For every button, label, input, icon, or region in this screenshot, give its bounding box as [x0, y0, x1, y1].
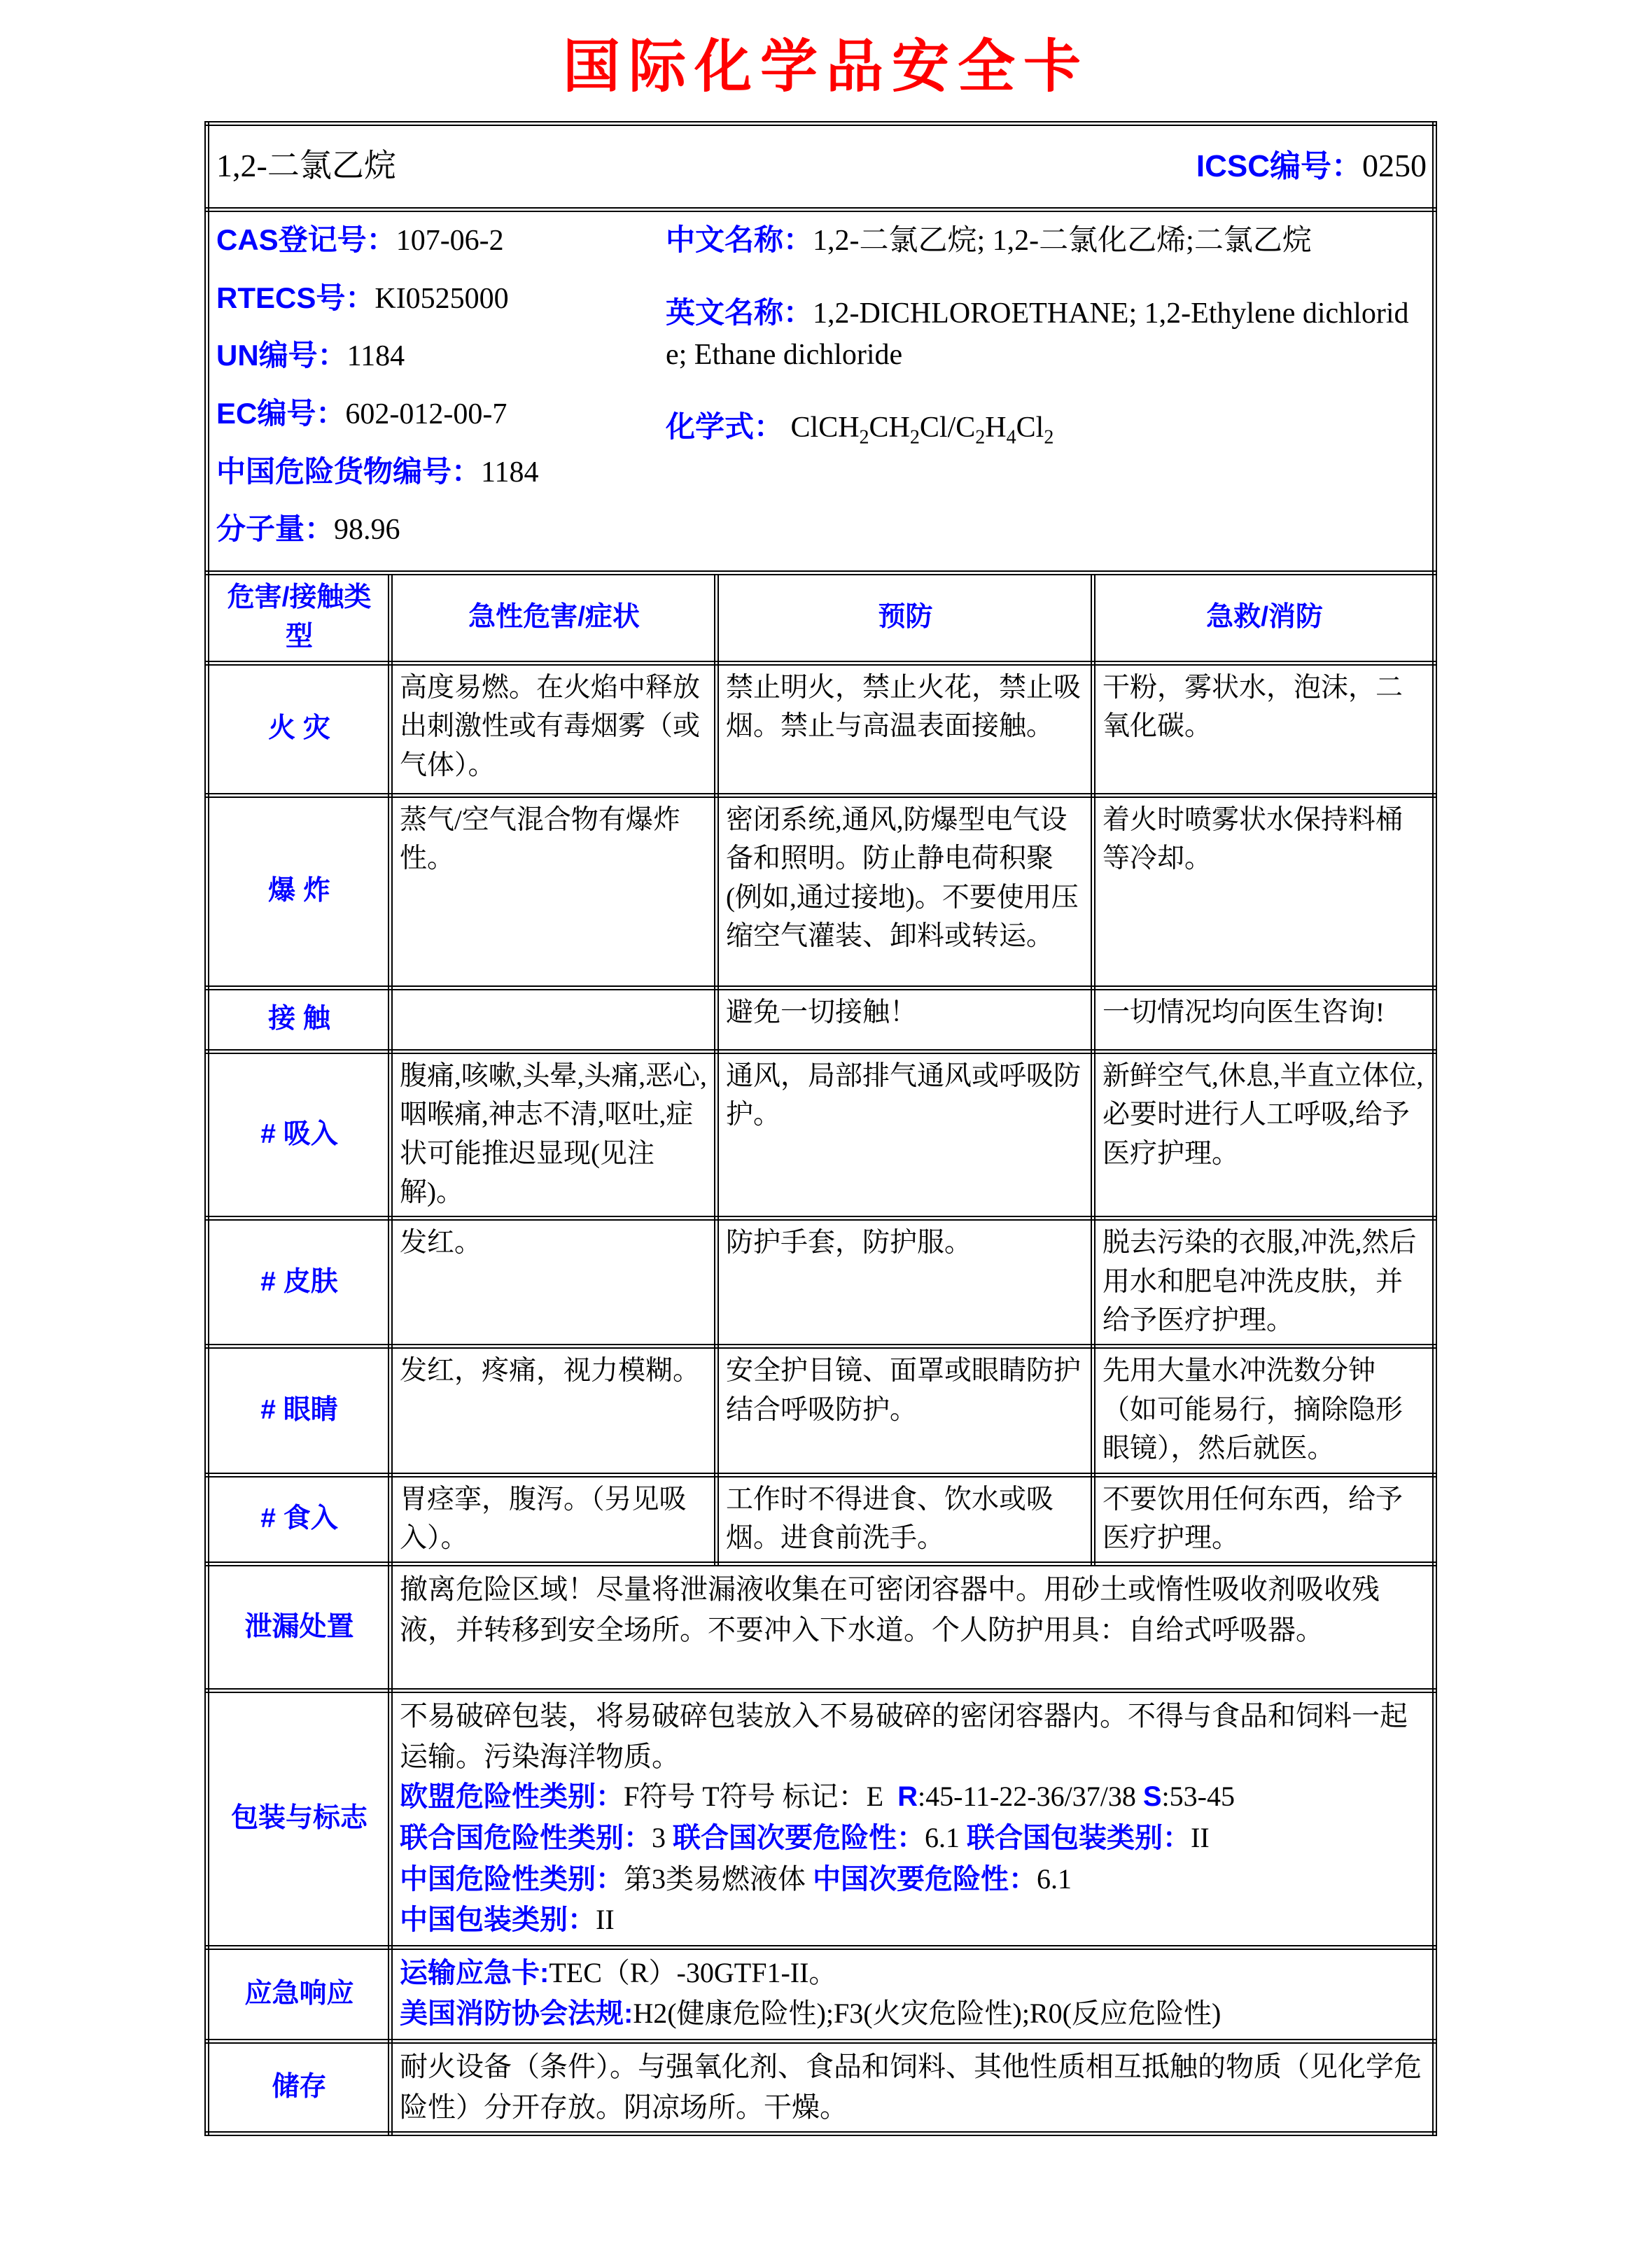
ingestion-symptoms: 胃痉挛，腹泻。（另见吸入）。 [391, 1475, 717, 1564]
storage-content: 耐火设备（条件）。与强氧化剂、食品和饲料、其他性质相互抵触的物质（见化学危险性）分开存放。阴凉场所。干燥。 [391, 2042, 1435, 2134]
fire-firstaid: 干粉，雾状水，泡沫，二氧化碳。 [1093, 663, 1435, 795]
table-row-emergency [207, 1947, 1435, 2041]
identifiers-section [207, 210, 1435, 573]
eyes-firstaid: 先用大量水冲洗数分钟（如可能易行，摘除隐形眼镜），然后就医。 [1093, 1347, 1435, 1475]
emergency-content: 运输应急卡:TEC（R）-30GTF1-II。 美国消防协会法规:H2(健康危险性);F3(火灾危险性);R0(反应危险性) [391, 1947, 1435, 2041]
packaging-content: 不易破碎包装，将易破碎包装放入不易破碎的密闭容器内。不得与食品和饲料一起运输。污染海洋物质。 欧盟危险性类别：F符号 T符号 标记：E R:45-11-22-36/37/38 S:53-45 联合国危险性类别：3 联合国次要危险性：6.1 联合国包装类别：II 中国危险性类别：第3类易燃液体 中国次要危险性：6.1 中国包装类别：II [391, 1691, 1435, 1948]
explosion-prevention: 密闭系统,通风,防爆型电气设备和照明。防止静电荷积聚(例如,通过接地)。不要使用压缩空气灌装、卸料或转运。 [717, 795, 1093, 988]
fire-symptoms: 高度易燃。在火焰中释放出刺激性或有毒烟雾（或气体）。 [391, 663, 717, 795]
eyes-prevention: 安全护目镜、面罩或眼睛防护结合呼吸防护。 [717, 1347, 1093, 1475]
english-name: 英文名称：1,2-DICHLOROETHANE; 1,2-Ethylene dichloride; Ethane dichloride [666, 295, 1409, 372]
explosion-firstaid: 着火时喷雾状水保持料桶等冷却。 [1093, 795, 1435, 988]
row-label-packaging: 包装与标志 [207, 1691, 391, 1948]
table-header-row [207, 573, 1435, 663]
icsc-number: ICSC编号：0250 [1196, 148, 1427, 184]
fire-prevention: 禁止明火，禁止火花，禁止吸烟。禁止与高温表面接触。 [717, 663, 1093, 795]
skin-prevention: 防护手套，防护服。 [717, 1219, 1093, 1347]
table-row-ingestion [207, 1475, 1435, 1564]
formula-label: 化学式： [666, 409, 784, 443]
row-label-fire: 火 灾 [207, 663, 391, 795]
col-header-firstaid: 急救/消防 [1093, 573, 1435, 663]
table-row-eyes [207, 1347, 1435, 1475]
page [0, 21, 1652, 2246]
contact-symptoms [391, 988, 717, 1051]
row-label-explosion: 爆 炸 [207, 795, 391, 988]
row-label-spill: 泄漏处置 [207, 1564, 391, 1691]
table-row-explosion [207, 795, 1435, 988]
chemical-name: 1,2-二氯乙烷 [216, 148, 396, 184]
table-row-inhalation [207, 1051, 1435, 1219]
ingestion-prevention: 工作时不得进食、饮水或吸烟。进食前洗手。 [717, 1475, 1093, 1564]
inhalation-symptoms: 腹痛,咳嗽,头晕,头痛,恶心,咽喉痛,神志不清,呕吐,症状可能推迟显现(见注解)。 [391, 1051, 717, 1219]
row-label-contact: 接 触 [207, 988, 391, 1051]
skin-symptoms: 发红。 [391, 1219, 717, 1347]
col-header-prevention: 预防 [717, 573, 1093, 663]
row-label-ingestion: # 食入 [207, 1475, 391, 1564]
col-header-hazard-type: 危害/接触类型 [207, 573, 391, 663]
chinese-name: 中文名称：1,2-二氯乙烷; 1,2-二氯化乙烯;二氯乙烷 [666, 223, 1312, 257]
chemical-formula [666, 406, 1427, 451]
spill-content: 撤离危险区域！尽量将泄漏液收集在可密闭容器中。用砂土或惰性吸收剂吸收残液，并转移到安全场所。不要冲入下水道。个人防护用具：自给式呼吸器。 [391, 1564, 1435, 1691]
table-row-fire [207, 663, 1435, 795]
contact-prevention: 避免一切接触！ [717, 988, 1093, 1051]
table-row-spill [207, 1564, 1435, 1691]
safety-card [204, 121, 1437, 2136]
table-row-packaging [207, 1691, 1435, 1948]
contact-firstaid: 一切情况均向医生咨询! [1093, 988, 1435, 1051]
identifier-list: CAS登记号：107-06-2 RTECS号：KI0525000 UN编号：1184 EC编号：602-012-00-7 中国危险货物编号：1184 分子量：98.96 [216, 223, 539, 547]
table-row-contact [207, 988, 1435, 1051]
skin-firstaid: 脱去污染的衣服,冲洗,然后用水和肥皂冲洗皮肤，并给予医疗护理。 [1093, 1219, 1435, 1347]
row-label-storage: 储存 [207, 2042, 391, 2134]
row-label-inhalation: # 吸入 [207, 1051, 391, 1219]
col-header-symptoms: 急性危害/症状 [391, 573, 717, 663]
table-row-storage [207, 2042, 1435, 2134]
formula-value: $ClCH_2CH_2Cl/C_2H_4Cl_2$ [790, 411, 1054, 449]
names-section [650, 215, 1427, 566]
eyes-symptoms: 发红，疼痛，视力模糊。 [391, 1347, 717, 1475]
card-header-row [207, 124, 1435, 210]
table-row-skin [207, 1219, 1435, 1347]
ingestion-firstaid: 不要饮用任何东西，给予医疗护理。 [1093, 1475, 1435, 1564]
row-label-eyes: # 眼睛 [207, 1347, 391, 1475]
row-label-skin: # 皮肤 [207, 1219, 391, 1347]
row-label-emergency: 应急响应 [207, 1947, 391, 2041]
inhalation-prevention: 通风，局部排气通风或呼吸防护。 [717, 1051, 1093, 1219]
page-title: 国际化学品安全卡 [562, 35, 1089, 99]
explosion-symptoms: 蒸气/空气混合物有爆炸性。 [391, 795, 717, 988]
inhalation-firstaid: 新鲜空气,休息,半直立体位,必要时进行人工呼吸,给予医疗护理。 [1093, 1051, 1435, 1219]
